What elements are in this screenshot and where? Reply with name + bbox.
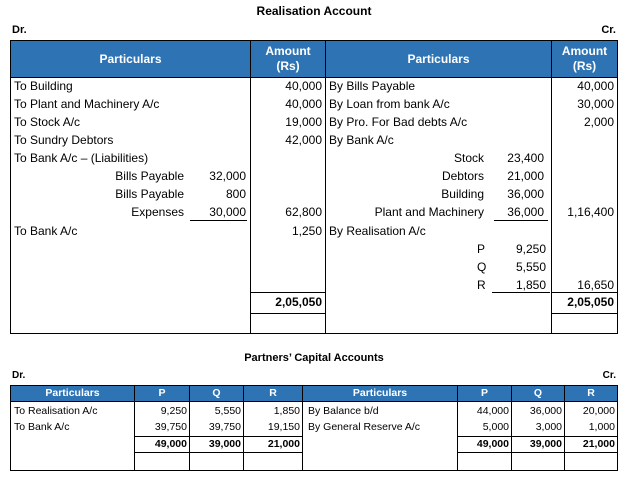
realisation-divider-1 (250, 77, 251, 334)
capital-header-particulars-left: Particulars (10, 385, 135, 402)
realisation-credit-total: 2,05,050 (567, 295, 614, 309)
capital-border-left (10, 401, 11, 471)
capital-total-line-top-left (134, 436, 303, 437)
capital-debit-row-1-q: 5,550 (214, 405, 241, 417)
capital-debit-total-p: 49,000 (154, 438, 187, 450)
realisation-credit-debtors-value: 21,000 (507, 169, 544, 183)
realisation-credit-stock-value: 23,400 (507, 151, 544, 165)
realisation-divider-3 (551, 77, 552, 334)
capital-credit-row-1-p: 44,000 (476, 405, 509, 417)
realisation-divider-2 (325, 77, 326, 334)
realisation-debit-expenses-label: Expenses (131, 205, 184, 219)
capital-title: Partners’ Capital Accounts (244, 352, 384, 364)
realisation-debit-debtors-amount: 42,000 (285, 133, 322, 147)
realisation-credit-bills-label: By Bills Payable (329, 79, 416, 93)
capital-credit-row-2-label: By General Reserve A/c (308, 421, 421, 433)
realisation-credit-stock-label: Stock (453, 151, 484, 165)
realisation-debit-plant-amount: 40,000 (285, 97, 322, 111)
capital-credit-row-1-r: 20,000 (582, 405, 615, 417)
realisation-debit-stock-label: To Stock A/c (14, 115, 81, 129)
realisation-credit-q-value: 5,550 (515, 260, 546, 274)
realisation-credit-loan-amount: 30,000 (577, 97, 614, 111)
realisation-debit-bills-payable-1-label: Bills Payable (115, 169, 184, 183)
realisation-expenses-underline (190, 220, 247, 221)
realisation-total-right-line-top (551, 292, 618, 293)
realisation-debit-stock-amount: 19,000 (285, 115, 322, 129)
capital-debit-row-2-label: To Bank A/c (14, 421, 70, 433)
realisation-credit-assets-total: 1,16,400 (567, 205, 614, 219)
capital-cr-label: Cr. (602, 370, 616, 381)
realisation-credit-q-label: Q (477, 260, 487, 274)
realisation-credit-provision-label: By Pro. For Bad debts A/c (329, 115, 468, 129)
realisation-debit-bills-payable-1-value: 32,000 (209, 169, 246, 183)
capital-credit-row-2-r: 1,000 (588, 421, 615, 433)
realisation-credit-building-value: 36,000 (507, 187, 544, 201)
realisation-credit-debtors-label: Debtors (441, 169, 484, 183)
capital-total-line-top-right (457, 436, 618, 437)
capital-credit-row-1-q: 36,000 (529, 405, 562, 417)
realisation-header-particulars-right: Particulars (325, 40, 552, 78)
realisation-debit-bank-label: To Bank A/c (14, 224, 78, 238)
realisation-r-underline (492, 292, 550, 293)
realisation-credit-loan-label: By Loan from bank A/c (329, 97, 450, 111)
realisation-credit-provision-amount: 2,000 (583, 115, 614, 129)
capital-debit-row-1-label: To Realisation A/c (14, 405, 98, 417)
realisation-credit-r-value: 1,850 (515, 278, 546, 292)
realisation-total-left-line-top (250, 292, 326, 293)
capital-debit-row-1-p: 9,250 (160, 405, 187, 417)
realisation-debit-total: 2,05,050 (275, 295, 322, 309)
realisation-border-bottom (10, 333, 618, 334)
realisation-border-left (10, 77, 11, 334)
realisation-title: Realisation Account (256, 4, 372, 18)
realisation-credit-building-label: Building (441, 187, 484, 201)
realisation-border-right (617, 77, 618, 334)
capital-debit-total-r: 21,000 (267, 438, 300, 450)
capital-border-bottom (10, 470, 618, 471)
realisation-plant-underline (494, 220, 548, 221)
realisation-debit-bank-liabilities-label: To Bank A/c – (Liabilities) (14, 151, 149, 165)
capital-total-line-bottom-left (134, 452, 303, 453)
capital-header-p-left: P (134, 385, 190, 402)
realisation-debit-debtors-label: To Sundry Debtors (14, 133, 114, 147)
capital-header-r-left: R (243, 385, 303, 402)
realisation-credit-r-label: R (477, 278, 486, 292)
capital-dr-label: Dr. (12, 370, 26, 381)
capital-total-line-bottom-right (457, 452, 618, 453)
realisation-debit-building-amount: 40,000 (285, 79, 322, 93)
realisation-credit-realisation-label: By Realisation A/c (329, 224, 426, 238)
capital-header-q-right: Q (511, 385, 565, 402)
realisation-total-left-line-bottom (250, 313, 326, 314)
realisation-credit-p-value: 9,250 (515, 242, 546, 256)
realisation-debit-building-label: To Building (14, 79, 73, 93)
realisation-debit-plant-label: To Plant and Machinery A/c (14, 97, 160, 111)
realisation-credit-loss-total: 16,650 (577, 278, 614, 292)
capital-credit-row-2-q: 3,000 (535, 421, 562, 433)
capital-debit-total-q: 39,000 (208, 438, 241, 450)
capital-credit-row-1-label: By Balance b/d (308, 405, 379, 417)
capital-debit-row-2-p: 39,750 (154, 421, 187, 433)
realisation-debit-bills-payable-2-label: Bills Payable (115, 187, 184, 201)
realisation-credit-p-label: P (477, 242, 486, 256)
capital-debit-row-2-r: 19,150 (267, 421, 300, 433)
capital-header-p-right: P (457, 385, 512, 402)
realisation-debit-bills-payable-2-value: 800 (225, 187, 246, 201)
capital-header-q-left: Q (189, 385, 244, 402)
realisation-cr-label: Cr. (601, 24, 616, 36)
capital-header-particulars-right: Particulars (302, 385, 458, 402)
realisation-debit-bank-amount: 1,250 (291, 224, 322, 238)
capital-debit-row-2-q: 39,750 (208, 421, 241, 433)
realisation-header-particulars-left: Particulars (10, 40, 251, 78)
capital-credit-total-p: 49,000 (476, 438, 509, 450)
realisation-credit-bills-amount: 40,000 (577, 79, 614, 93)
capital-debit-row-1-r: 1,850 (273, 405, 300, 417)
realisation-debit-liabilities-total: 62,800 (285, 205, 322, 219)
realisation-credit-plant-label: Plant and Machinery (374, 205, 484, 219)
realisation-header-amount-right: Amount (Rs) (551, 40, 618, 78)
realisation-dr-label: Dr. (12, 24, 27, 36)
realisation-credit-bank-label: By Bank A/c (329, 133, 394, 147)
capital-credit-total-q: 39,000 (529, 438, 562, 450)
capital-header-r-right: R (564, 385, 618, 402)
realisation-total-right-line-bottom (551, 313, 618, 314)
realisation-header-amount-left: Amount (Rs) (250, 40, 326, 78)
realisation-debit-expenses-value: 30,000 (209, 205, 246, 219)
capital-credit-row-2-p: 5,000 (482, 421, 509, 433)
capital-credit-total-r: 21,000 (582, 438, 615, 450)
realisation-credit-plant-value: 36,000 (507, 205, 544, 219)
